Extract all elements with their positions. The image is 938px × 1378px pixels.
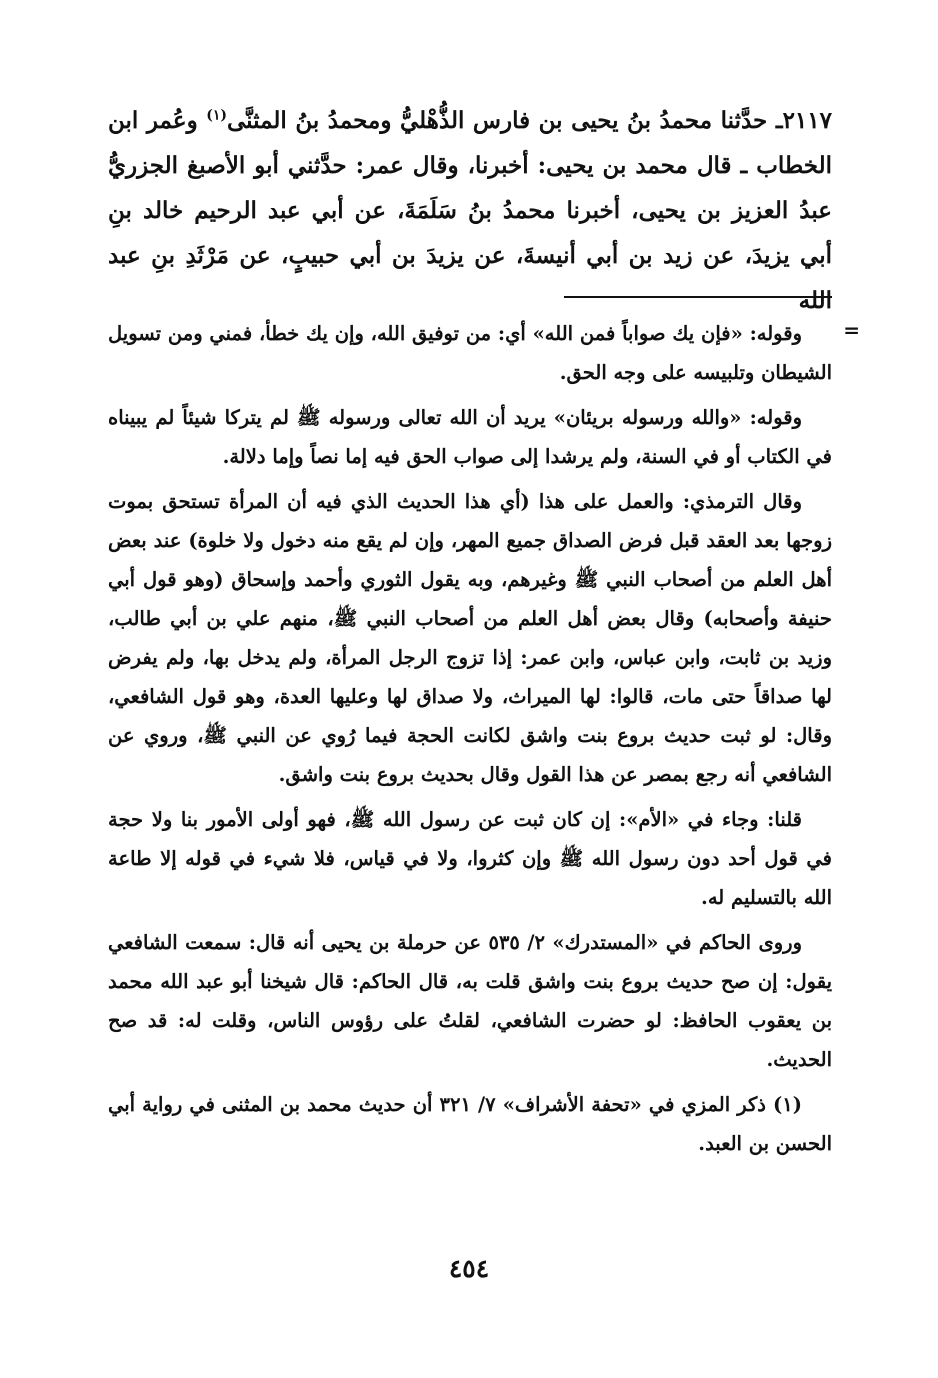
- hadith-text: [108, 98, 832, 323]
- hadith-number: ٢١١٧: [782, 107, 832, 134]
- footnote-paragraph: قلنا: وجاء في «الأم»: إن كان ثبت عن رسول الله ﷺ، فهو أولى الأمور بنا ولا حجة في قول أحد دون رسول الله ﷺ وإن كثروا، ولا في قياس، فلا شيء في قوله إلا طاعة الله بالتسليم له.: [108, 808, 832, 909]
- footnote-separator: [564, 296, 832, 298]
- hadith-text-part-2: وعُمر ابن الخطاب ـ قال محمد بن يحيى: أخبرنا، وقال عمر: حدَّثني أبو الأصبغ الجزريُّ عبدُ العزيز بن يحيى، أخبرنا محمدُ بنُ سَلَمَةَ، عن أبي عبد الرحيم خالد بنِ أبي يزيدَ، عن زيد بن أبي أنيسةَ، عن يزيدَ بن أبي حبيبٍ، عن مَرْثَدِ بنِ عبد الله: [108, 107, 832, 314]
- footnote-1: (١) ذكر المزي في «تحفة الأشراف» ٧/ ٣٢١ أن حديث محمد بن المثنى في رواية أبي الحسن بن العبد.: [108, 1093, 832, 1155]
- continuation-mark: =: [843, 318, 860, 342]
- footnote-paragraph: وقال الترمذي: والعمل على هذا (أي هذا الحديث الذي فيه أن المرأة تستحق بموت زوجها بعد العقد قبل فرض الصداق جميع المهر، وإن لم يقع منه دخول ولا خلوة) عند بعض أهل العلم من أصحاب النبي ﷺ وغيرهم، وبه يقول الثوري وأحمد وإسحاق (وهو قول أبي حنيفة وأصحابه) وقال بعض أهل العلم من أصحاب النبي ﷺ، منهم علي بن أبي طالب، وزيد بن ثابت، وابن عباس، وابن عمر: إذا تزوج الرجل المرأة، ولم يدخل بها، ولم يفرض لها صداقاً حتى مات، قالوا: لها الميراث، ولا صداق لها وعليها العدة، وهو قول الشافعي، وقال: لو ثبت حديث بروع بنت واشق لكانت الحجة فيما رُوي عن النبي ﷺ، وروي عن الشافعي أنه رجع بمصر عن هذا القول وقال بحديث بروع بنت واشق.: [108, 490, 832, 786]
- hadith-text-part-1: ـ حدَّثنا محمدُ بنُ يحيى بن فارس الذُّهْليُّ ومحمدُ بنُ المثنَّى: [227, 107, 783, 134]
- footnote-paragraph: وروى الحاكم في «المستدرك» ٢/ ٥٣٥ عن حرملة بن يحيى أنه قال: سمعت الشافعي يقول: إن صح حديث بروع بنت واشق قلت به، قال الحاكم: قال شيخنا أبو عبد الله محمد بن يعقوب الحافظ: لو حضرت الشافعي، لقلتُ على رؤوس الناس، وقلت له: قد صح الحديث.: [108, 931, 832, 1071]
- footnotes-section: [108, 314, 832, 1169]
- page-number: ٤٥٤: [448, 1254, 490, 1283]
- footnote-paragraph: وقوله: «فإن يك صواباً فمن الله» أي: من توفيق الله، وإن يك خطأ، فمني ومن تسويل الشيطان وتلبيسه على وجه الحق.: [108, 322, 832, 384]
- footnote-reference: (١): [206, 107, 228, 124]
- footnote-paragraph: وقوله: «والله ورسوله بريئان» يريد أن الله تعالى ورسوله ﷺ لم يتركا شيئاً لم يبيناه في الكتاب أو في السنة، ولم يرشدا إلى صواب الحق فيه إما نصاً وإما دلالة.: [108, 406, 832, 468]
